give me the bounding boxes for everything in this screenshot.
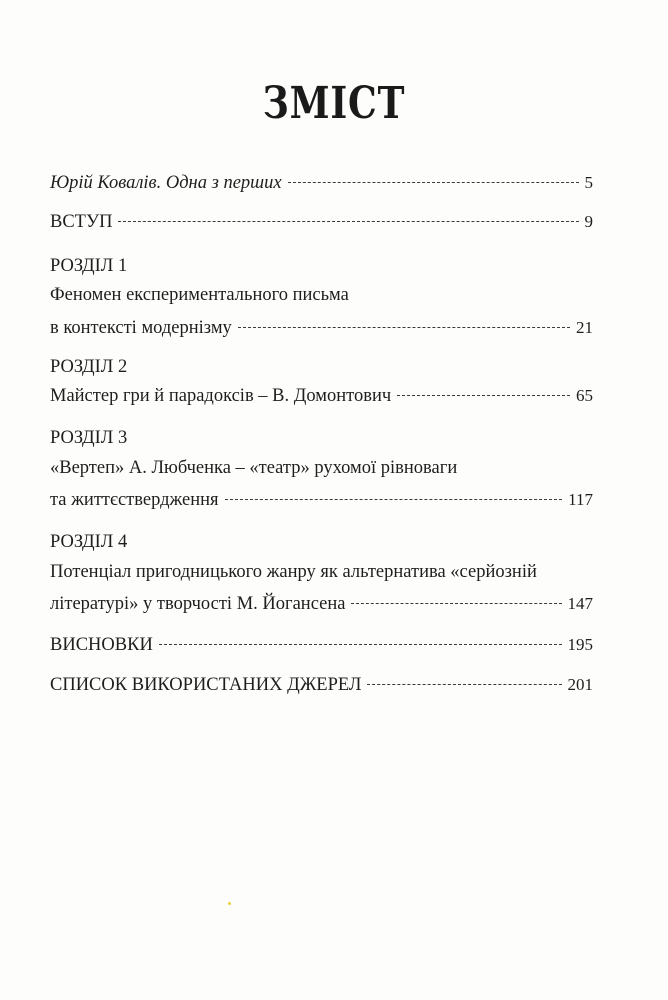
toc-page-number: 201 bbox=[567, 675, 593, 694]
dot-leader bbox=[225, 499, 563, 500]
toc-page-number: 195 bbox=[567, 635, 593, 654]
dot-leader bbox=[118, 221, 578, 222]
dot-leader bbox=[238, 327, 570, 328]
dot-leader bbox=[397, 395, 570, 396]
chapter-1-title-line1: Феномен експериментального письма bbox=[50, 285, 349, 305]
toc-entry-chapter-4[interactable] bbox=[50, 593, 593, 615]
toc-page-number: 147 bbox=[567, 594, 593, 613]
dot-leader bbox=[159, 644, 562, 645]
dot-leader bbox=[288, 182, 579, 183]
toc-entry-text: Юрій Ковалів. Одна з перших bbox=[50, 173, 282, 193]
toc-entry-chapter-2[interactable] bbox=[50, 385, 593, 407]
toc-entry-chapter-3[interactable] bbox=[50, 489, 593, 511]
toc-page-number: 9 bbox=[584, 212, 593, 231]
toc-page-number: 117 bbox=[568, 490, 593, 509]
chapter-2-heading: РОЗДІЛ 2 bbox=[50, 357, 128, 377]
toc-entry-text: ВСТУП bbox=[50, 212, 113, 232]
toc-page-number: 21 bbox=[576, 318, 593, 337]
toc-entry-text: Майстер гри й парадоксів – В. Домонтович bbox=[50, 386, 392, 406]
chapter-1-heading: РОЗДІЛ 1 bbox=[50, 256, 128, 276]
toc-entry-vstup[interactable] bbox=[50, 211, 593, 233]
toc-page-number: 5 bbox=[584, 173, 593, 192]
toc-entry-text: в контексті модернізму bbox=[50, 318, 232, 338]
toc-entry-chapter-1[interactable] bbox=[50, 317, 593, 339]
toc-entry-text: СПИСОК ВИКОРИСТАНИХ ДЖЕРЕЛ bbox=[50, 675, 362, 695]
dot-leader bbox=[367, 684, 561, 685]
chapter-4-title-line1: Потенціал пригодницького жанру як альтернатива «серйозній bbox=[50, 562, 537, 582]
chapter-3-title-line1: «Вертеп» А. Любченка – «театр» рухомої рівноваги bbox=[50, 458, 458, 478]
print-speck bbox=[228, 902, 231, 905]
chapter-3-heading: РОЗДІЛ 3 bbox=[50, 428, 128, 448]
toc-entry-conclusions[interactable] bbox=[50, 634, 593, 656]
toc-entry-text: ВИСНОВКИ bbox=[50, 635, 153, 655]
toc-page-number: 65 bbox=[576, 386, 593, 405]
toc-entry-intro-essay[interactable] bbox=[50, 172, 593, 194]
toc-entry-text: та життєствердження bbox=[50, 490, 219, 510]
chapter-4-heading: РОЗДІЛ 4 bbox=[50, 532, 128, 552]
toc-entry-text: літературі» у творчості М. Йогансена bbox=[50, 594, 346, 614]
dot-leader bbox=[351, 603, 561, 604]
toc-entry-sources[interactable] bbox=[50, 674, 593, 696]
page-title: ЗМІСТ bbox=[262, 78, 406, 129]
